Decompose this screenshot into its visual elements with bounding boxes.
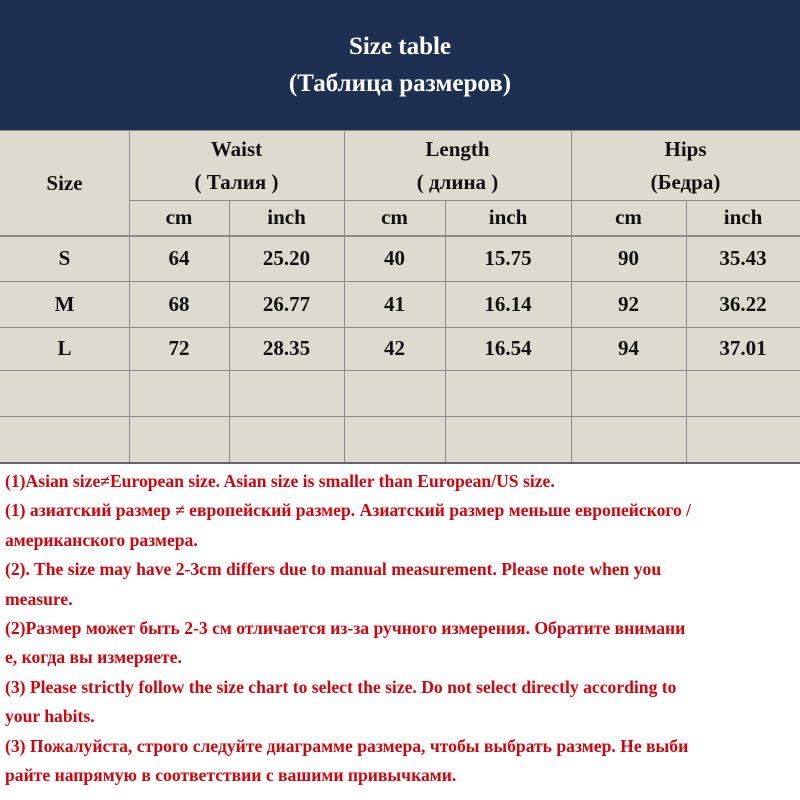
note-line: measure. xyxy=(5,588,73,609)
measurement-cell: 28.35 xyxy=(262,336,311,360)
measurement-cell: 25.20 xyxy=(262,245,311,270)
note-line: (2). The size may have 2-3cm differs due to manual measurement. Please note when you xyxy=(5,559,662,580)
size-column-header: Size xyxy=(46,170,83,195)
size-label xyxy=(0,416,129,462)
page-title: Size table xyxy=(348,33,452,60)
measurement-cell: 36.22 xyxy=(719,291,767,316)
note-line: your habits. xyxy=(5,706,95,727)
measurement-cell: 15.75 xyxy=(484,245,532,270)
measurement-cell: 16.14 xyxy=(484,291,532,316)
note-line: райте напрямую в соответствии с вашими привычками. xyxy=(5,765,457,785)
group-header-hips xyxy=(571,131,800,200)
note-line: (1)Asian size≠European size. Asian size is smaller than European/US size. xyxy=(5,471,555,491)
measurement-cell xyxy=(686,416,800,462)
size-table xyxy=(0,131,800,462)
measurement-cell: 16.54 xyxy=(484,336,532,360)
group-translation: ( Талия ) xyxy=(194,169,279,194)
measurement-cell: 68 xyxy=(168,291,190,316)
measurement-cell: 42 xyxy=(384,336,405,360)
group-name: Waist xyxy=(210,136,263,161)
unit-header-cm: cm xyxy=(381,205,408,229)
measurement-cell: 40 xyxy=(384,245,405,270)
measurement-cell xyxy=(129,370,229,416)
measurement-cell: 41 xyxy=(384,291,405,316)
measurement-cell xyxy=(445,416,571,462)
measurement-cell xyxy=(344,370,445,416)
measurement-cell xyxy=(229,370,344,416)
measurement-cell xyxy=(686,370,800,416)
group-translation: (Бедра) xyxy=(650,169,721,194)
note-line: (3) Пожалуйста, строго следуйте диаграмме размера, чтобы выбрать размер. Не выби xyxy=(5,735,689,756)
measurement-cell xyxy=(571,370,686,416)
note-line: (3) Please strictly follow the size chart to select the size. Do not select directly according to xyxy=(5,676,677,697)
measurement-cell xyxy=(344,416,445,462)
size-label: L xyxy=(57,336,72,360)
note-line: американского размера. xyxy=(5,529,198,550)
size-label: M xyxy=(54,291,75,316)
measurement-cell: 37.01 xyxy=(719,336,767,360)
measurement-cell xyxy=(571,416,686,462)
group-header-waist xyxy=(129,131,344,200)
measurement-cell xyxy=(445,370,571,416)
unit-header-inch: inch xyxy=(267,205,306,229)
note-line: (2)Размер может быть 2-3 см отличается из-за ручного измерения. Обратите внимани xyxy=(5,618,686,638)
size-label: S xyxy=(58,245,71,270)
measurement-cell: 64 xyxy=(168,245,190,270)
group-header-length xyxy=(344,131,571,200)
measurement-cell xyxy=(229,416,344,462)
page-subtitle: (Таблица размеров) xyxy=(288,70,512,97)
note-line: е, когда вы измеряете. xyxy=(5,647,182,668)
measurement-cell xyxy=(129,416,229,462)
notes-section xyxy=(0,462,800,800)
measurement-cell: 35.43 xyxy=(719,245,767,270)
group-translation: ( длина ) xyxy=(416,169,499,194)
group-name: Length xyxy=(425,136,490,161)
measurement-cell: 72 xyxy=(168,336,190,360)
measurement-cell: 26.77 xyxy=(262,291,311,316)
unit-header-cm: cm xyxy=(165,205,193,229)
page-header xyxy=(0,0,800,131)
unit-header-inch: inch xyxy=(488,205,528,229)
unit-header-inch: inch xyxy=(723,205,763,229)
group-name: Hips xyxy=(664,136,707,161)
note-line: (1) азиатский размер ≠ европейский размер. Азиатский размер меньше европейского / xyxy=(5,500,692,521)
measurement-cell: 90 xyxy=(618,245,639,270)
unit-header-cm: cm xyxy=(615,205,642,229)
size-label xyxy=(0,370,129,416)
measurement-cell: 94 xyxy=(618,336,639,360)
measurement-cell: 92 xyxy=(618,291,639,316)
